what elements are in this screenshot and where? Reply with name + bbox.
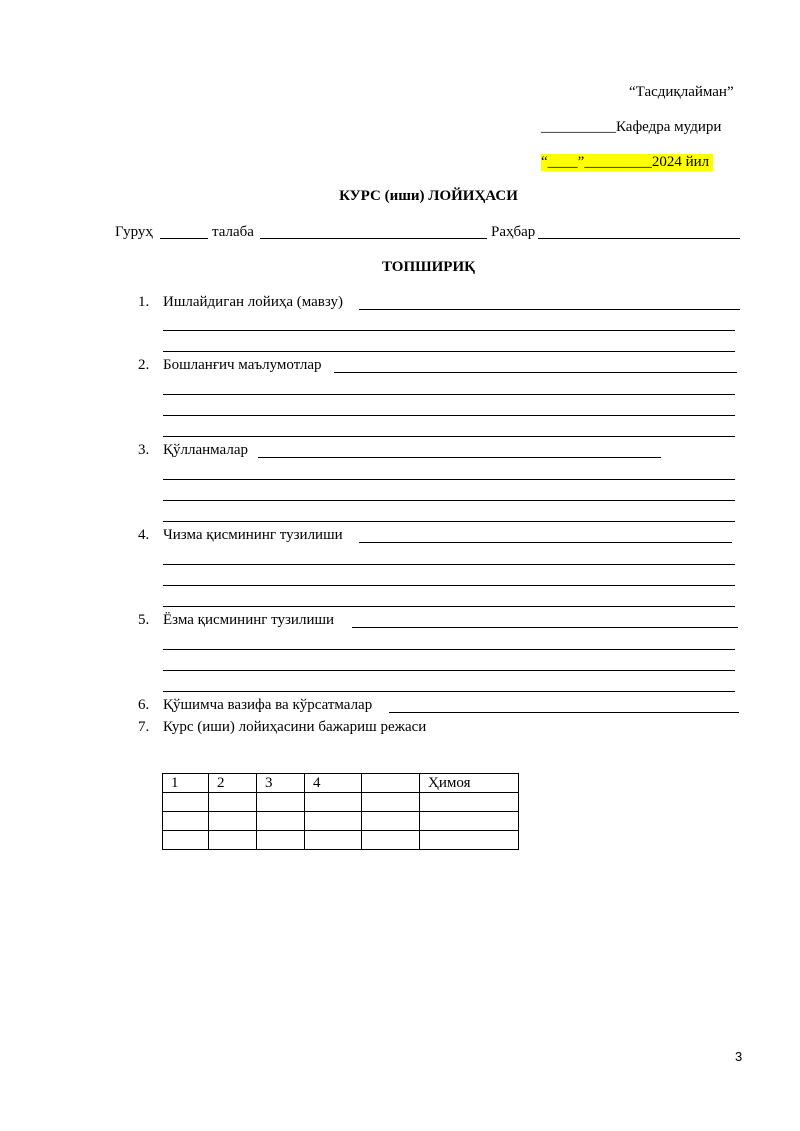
table-cell[interactable] — [209, 793, 257, 812]
additional-tasks-blank[interactable] — [389, 712, 739, 713]
written-part-blank-line[interactable] — [163, 649, 735, 650]
table-cell[interactable] — [209, 812, 257, 831]
item-label-manuals: Қўлланмалар — [163, 442, 248, 458]
page-number: 3 — [735, 1049, 743, 1064]
table-header-row — [163, 774, 519, 793]
manuals-blank-line[interactable] — [163, 500, 735, 501]
written-part-blank-line[interactable] — [163, 670, 735, 671]
student-label: талаба — [212, 224, 254, 240]
document-title: КУРС (иши) ЛОЙИҲАСИ — [339, 188, 518, 204]
item-number: 3. — [138, 442, 150, 458]
drawing-part-blank-line[interactable] — [163, 606, 735, 607]
table-cell[interactable] — [163, 793, 209, 812]
topic-blank[interactable] — [359, 309, 740, 310]
initial-data-blank-line[interactable] — [163, 415, 735, 416]
item-label-drawing-part: Чизма қисмининг тузилиши — [163, 527, 343, 543]
written-part-blank[interactable] — [352, 627, 738, 628]
item-number: 5. — [138, 612, 150, 628]
manuals-blank-line[interactable] — [163, 521, 735, 522]
initial-data-blank-line[interactable] — [163, 394, 735, 395]
approval-date-line: “____”_________2024 йил — [541, 154, 713, 171]
table-row — [163, 812, 519, 831]
written-part-blank-line[interactable] — [163, 691, 735, 692]
item-label-additional-tasks: Қўшимча вазифа ва кўрсатмалар — [163, 697, 373, 713]
table-cell[interactable] — [257, 793, 305, 812]
supervisor-blank[interactable] — [538, 238, 740, 239]
table-cell[interactable] — [362, 812, 420, 831]
item-number: 7. — [138, 719, 150, 735]
item-number: 4. — [138, 527, 150, 543]
department-head-line: __________Кафедра мудири — [541, 119, 722, 135]
group-blank[interactable] — [160, 238, 208, 239]
initial-data-blank[interactable] — [334, 372, 737, 373]
item-label-work-plan: Курс (иши) лойиҳасини бажариш режаси — [163, 719, 427, 735]
item-number: 2. — [138, 357, 150, 373]
topic-blank-line[interactable] — [163, 330, 735, 331]
table-cell[interactable] — [257, 812, 305, 831]
work-plan-table — [162, 773, 519, 850]
table-header-cell: Ҳимоя — [420, 774, 519, 793]
table-header-cell: 1 — [163, 774, 209, 793]
table-cell[interactable] — [420, 793, 519, 812]
manuals-blank[interactable] — [258, 457, 661, 458]
table-cell[interactable] — [305, 793, 362, 812]
table-header-cell: 3 — [257, 774, 305, 793]
table-cell[interactable] — [305, 831, 362, 850]
group-label: Гуруҳ — [115, 224, 153, 240]
table-cell[interactable] — [420, 812, 519, 831]
table-header-cell — [362, 774, 420, 793]
topic-blank-line[interactable] — [163, 351, 735, 352]
item-number: 6. — [138, 697, 150, 713]
manuals-blank-line[interactable] — [163, 479, 735, 480]
table-cell[interactable] — [209, 831, 257, 850]
drawing-part-blank[interactable] — [359, 542, 732, 543]
student-blank[interactable] — [260, 238, 487, 239]
table-cell[interactable] — [163, 831, 209, 850]
task-title: ТОПШИРИҚ — [382, 259, 475, 275]
table-cell[interactable] — [362, 831, 420, 850]
table-header-cell: 2 — [209, 774, 257, 793]
initial-data-blank-line[interactable] — [163, 436, 735, 437]
item-label-initial-data: Бошланғич маълумотлар — [163, 357, 322, 373]
item-label-topic: Ишлайдиган лойиҳа (мавзу) — [163, 294, 343, 310]
item-label-written-part: Ёзма қисмининг тузилиши — [163, 612, 335, 628]
table-row — [163, 793, 519, 812]
supervisor-label: Раҳбар — [491, 224, 536, 240]
table-cell[interactable] — [305, 812, 362, 831]
item-number: 1. — [138, 294, 150, 310]
approval-heading: “Тасдиқлайман” — [629, 84, 734, 100]
drawing-part-blank-line[interactable] — [163, 564, 735, 565]
table-header-cell: 4 — [305, 774, 362, 793]
table-cell[interactable] — [257, 831, 305, 850]
table-cell[interactable] — [362, 793, 420, 812]
table-cell[interactable] — [163, 812, 209, 831]
table-row — [163, 831, 519, 850]
drawing-part-blank-line[interactable] — [163, 585, 735, 586]
table-cell[interactable] — [420, 831, 519, 850]
